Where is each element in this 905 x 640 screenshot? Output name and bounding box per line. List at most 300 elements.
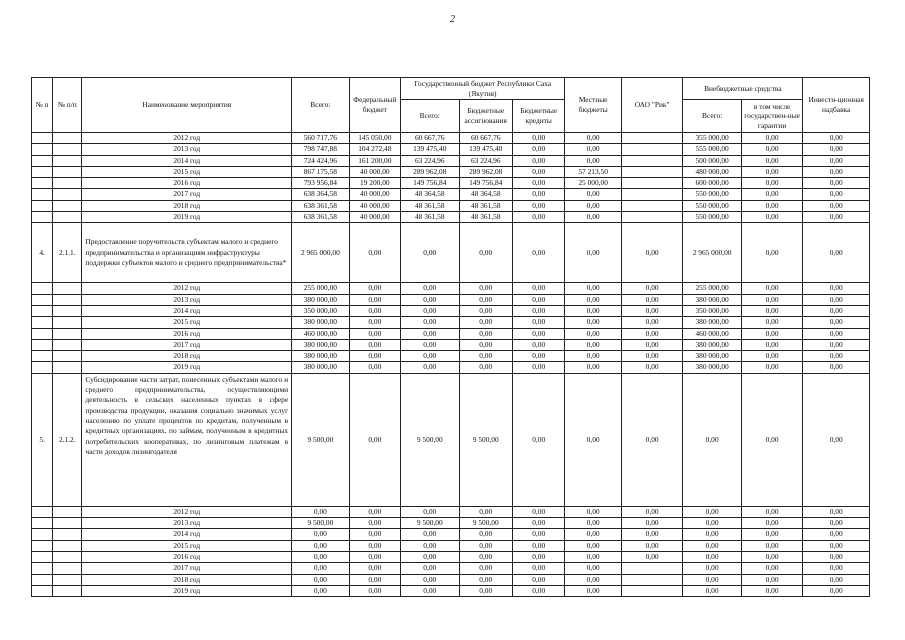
empty-cell	[32, 585, 53, 596]
value-cell: 0,00	[401, 362, 459, 373]
value-cell: 380 000,00	[292, 294, 349, 305]
empty-cell	[53, 551, 82, 562]
value-cell: 0,00	[683, 540, 741, 551]
value-cell: 0,00	[565, 362, 621, 373]
page-number: 2	[450, 14, 455, 25]
table-row	[32, 506, 870, 517]
empty-cell	[53, 317, 82, 328]
table-row	[32, 351, 870, 362]
measure-name: Субсидирование части затрат, понесенных субъектами малого и среднего предпринимательства, осуществляющими деятельность в сельских населенных пунктах в сфере производства продукции, оказания социально значимых услуг населению по уплате процентов по кредитам, полученным в кредитных организациях, по займам, полученным в кредитных потребительских кооперативах, по лизинговым платежам в части доходов лизингодателя	[82, 373, 292, 506]
value-cell: 60 667,76	[401, 133, 459, 144]
value-cell: 0,00	[683, 551, 741, 562]
empty-cell	[53, 362, 82, 373]
total-cell: 0,00	[459, 223, 512, 283]
measure-row	[32, 373, 870, 506]
value-cell: 638 364,58	[292, 189, 349, 200]
total-cell: 0,00	[565, 373, 621, 506]
total-cell: 0,00	[512, 373, 564, 506]
value-cell: 0,00	[512, 283, 564, 294]
value-cell: 0,00	[565, 133, 621, 144]
empty-cell	[32, 362, 53, 373]
year-label: 2018 год	[82, 351, 292, 362]
value-cell	[621, 200, 683, 211]
value-cell: 0,00	[741, 551, 803, 562]
measure-number: 2.1.1.	[53, 223, 82, 283]
value-cell: 0,00	[741, 563, 803, 574]
value-cell: 550 000,00	[683, 200, 741, 211]
value-cell: 638 361,58	[292, 212, 349, 223]
value-cell: 0,00	[803, 518, 870, 529]
value-cell: 0,00	[292, 551, 349, 562]
header-invest: Инвести-ционная надбавка	[803, 78, 870, 133]
year-label: 2019 год	[82, 585, 292, 596]
empty-cell	[32, 166, 53, 177]
value-cell: 0,00	[512, 339, 564, 350]
total-cell: 9 500,00	[459, 373, 512, 506]
total-cell: 0,00	[803, 223, 870, 283]
value-cell: 0,00	[512, 574, 564, 585]
empty-cell	[32, 351, 53, 362]
empty-cell	[32, 317, 53, 328]
year-label: 2013 год	[82, 294, 292, 305]
value-cell: 0,00	[621, 540, 683, 551]
year-label: 2019 год	[82, 362, 292, 373]
value-cell: 0,00	[621, 328, 683, 339]
value-cell: 0,00	[565, 200, 621, 211]
funding-table	[31, 77, 870, 597]
value-cell: 0,00	[401, 328, 459, 339]
value-cell: 0,00	[349, 305, 400, 316]
value-cell: 19 200,00	[349, 178, 400, 189]
value-cell: 0,00	[621, 294, 683, 305]
table-row	[32, 189, 870, 200]
value-cell: 255 000,00	[683, 283, 741, 294]
value-cell: 0,00	[683, 529, 741, 540]
value-cell: 0,00	[401, 339, 459, 350]
header-extra-incl: в том числе государствен-ные гарантии	[741, 100, 803, 133]
value-cell: 460 000,00	[292, 328, 349, 339]
value-cell: 149 756,84	[459, 178, 512, 189]
value-cell: 0,00	[401, 551, 459, 562]
value-cell: 0,00	[803, 144, 870, 155]
value-cell: 380 000,00	[292, 351, 349, 362]
value-cell: 0,00	[349, 585, 400, 596]
value-cell: 0,00	[565, 529, 621, 540]
total-cell: 0,00	[565, 223, 621, 283]
value-cell: 0,00	[741, 362, 803, 373]
value-cell: 0,00	[292, 529, 349, 540]
value-cell: 289 962,08	[401, 166, 459, 177]
value-cell: 0,00	[565, 155, 621, 166]
table-row	[32, 540, 870, 551]
year-label: 2018 год	[82, 200, 292, 211]
total-cell: 0,00	[741, 223, 803, 283]
value-cell: 793 956,84	[292, 178, 349, 189]
empty-cell	[53, 189, 82, 200]
value-cell: 0,00	[292, 506, 349, 517]
empty-cell	[53, 178, 82, 189]
empty-cell	[32, 133, 53, 144]
measure-number: 2.1.2.	[53, 373, 82, 506]
value-cell: 0,00	[741, 283, 803, 294]
value-cell: 48 361,58	[401, 200, 459, 211]
total-cell: 0,00	[512, 223, 564, 283]
value-cell: 255 000,00	[292, 283, 349, 294]
empty-cell	[53, 294, 82, 305]
empty-cell	[32, 328, 53, 339]
value-cell: 0,00	[803, 166, 870, 177]
value-cell: 0,00	[349, 362, 400, 373]
value-cell: 0,00	[741, 518, 803, 529]
value-cell: 0,00	[459, 563, 512, 574]
value-cell: 0,00	[349, 351, 400, 362]
value-cell: 0,00	[401, 506, 459, 517]
header-total: Всего:	[292, 78, 349, 133]
value-cell: 600 000,00	[683, 178, 741, 189]
total-cell: 9 500,00	[401, 373, 459, 506]
value-cell: 0,00	[741, 144, 803, 155]
empty-cell	[32, 574, 53, 585]
header-federal: Федеральный бюджет	[349, 78, 400, 133]
value-cell: 0,00	[565, 283, 621, 294]
value-cell: 0,00	[741, 506, 803, 517]
value-cell: 0,00	[741, 166, 803, 177]
value-cell: 0,00	[512, 317, 564, 328]
value-cell: 48 361,58	[401, 212, 459, 223]
value-cell: 0,00	[565, 317, 621, 328]
value-cell: 0,00	[803, 305, 870, 316]
value-cell	[621, 585, 683, 596]
header-np: № п	[32, 78, 53, 133]
value-cell: 0,00	[292, 574, 349, 585]
value-cell: 380 000,00	[683, 294, 741, 305]
value-cell: 0,00	[803, 133, 870, 144]
value-cell: 0,00	[459, 540, 512, 551]
value-cell: 0,00	[512, 155, 564, 166]
empty-cell	[53, 574, 82, 585]
value-cell: 0,00	[401, 585, 459, 596]
value-cell: 0,00	[565, 294, 621, 305]
empty-cell	[32, 339, 53, 350]
value-cell: 0,00	[401, 574, 459, 585]
value-cell: 9 500,00	[292, 518, 349, 529]
value-cell: 139 475,40	[459, 144, 512, 155]
value-cell: 0,00	[349, 518, 400, 529]
empty-cell	[53, 351, 82, 362]
value-cell: 25 000,00	[565, 178, 621, 189]
value-cell: 0,00	[803, 339, 870, 350]
value-cell: 0,00	[565, 328, 621, 339]
value-cell: 63 224,96	[401, 155, 459, 166]
value-cell: 0,00	[803, 328, 870, 339]
value-cell	[621, 166, 683, 177]
year-label: 2016 год	[82, 328, 292, 339]
value-cell: 380 000,00	[683, 317, 741, 328]
empty-cell	[32, 506, 53, 517]
year-label: 2012 год	[82, 133, 292, 144]
empty-cell	[53, 585, 82, 596]
year-label: 2013 год	[82, 518, 292, 529]
value-cell: 0,00	[741, 294, 803, 305]
empty-cell	[53, 328, 82, 339]
value-cell: 48 361,58	[459, 212, 512, 223]
value-cell: 0,00	[459, 294, 512, 305]
value-cell: 0,00	[512, 540, 564, 551]
value-cell: 0,00	[512, 551, 564, 562]
value-cell: 0,00	[565, 563, 621, 574]
value-cell: 0,00	[349, 540, 400, 551]
value-cell: 380 000,00	[683, 362, 741, 373]
value-cell: 48 361,58	[459, 200, 512, 211]
value-cell: 0,00	[459, 529, 512, 540]
header-name: Наименование мероприятия	[82, 78, 292, 133]
total-cell: 0,00	[349, 373, 400, 506]
total-cell: 0,00	[621, 223, 683, 283]
year-label: 2014 год	[82, 305, 292, 316]
year-label: 2016 год	[82, 178, 292, 189]
value-cell: 161 200,00	[349, 155, 400, 166]
table-row	[32, 585, 870, 596]
empty-cell	[53, 540, 82, 551]
value-cell: 0,00	[741, 585, 803, 596]
value-cell: 63 224,96	[459, 155, 512, 166]
empty-cell	[32, 551, 53, 562]
value-cell: 0,00	[459, 574, 512, 585]
value-cell: 0,00	[512, 506, 564, 517]
value-cell: 0,00	[459, 317, 512, 328]
value-cell	[621, 212, 683, 223]
value-cell: 0,00	[621, 317, 683, 328]
value-cell: 0,00	[349, 339, 400, 350]
value-cell: 0,00	[459, 351, 512, 362]
empty-cell	[53, 155, 82, 166]
value-cell: 0,00	[512, 189, 564, 200]
year-label: 2015 год	[82, 540, 292, 551]
value-cell: 0,00	[401, 305, 459, 316]
measure-row	[32, 223, 870, 283]
value-cell: 0,00	[512, 294, 564, 305]
value-cell: 0,00	[803, 563, 870, 574]
header-local: Местные бюджеты	[565, 78, 621, 133]
value-cell: 0,00	[803, 283, 870, 294]
value-cell: 0,00	[512, 305, 564, 316]
total-cell: 9 500,00	[292, 373, 349, 506]
value-cell: 0,00	[349, 506, 400, 517]
table-row	[32, 563, 870, 574]
empty-cell	[53, 305, 82, 316]
value-cell: 40 000,00	[349, 212, 400, 223]
value-cell: 0,00	[683, 518, 741, 529]
value-cell: 0,00	[683, 585, 741, 596]
value-cell: 0,00	[349, 328, 400, 339]
value-cell: 0,00	[683, 574, 741, 585]
value-cell: 0,00	[621, 305, 683, 316]
value-cell	[621, 563, 683, 574]
value-cell: 139 475,40	[401, 144, 459, 155]
value-cell: 0,00	[621, 529, 683, 540]
empty-cell	[32, 305, 53, 316]
value-cell: 40 000,00	[349, 189, 400, 200]
value-cell: 0,00	[565, 351, 621, 362]
value-cell: 0,00	[565, 585, 621, 596]
value-cell: 0,00	[565, 574, 621, 585]
value-cell: 0,00	[803, 585, 870, 596]
value-cell: 0,00	[565, 189, 621, 200]
value-cell: 0,00	[349, 551, 400, 562]
empty-cell	[32, 200, 53, 211]
header-oao: ОАО "Рик"	[621, 78, 683, 133]
value-cell: 0,00	[565, 305, 621, 316]
value-cell: 0,00	[803, 351, 870, 362]
total-cell: 0,00	[621, 373, 683, 506]
empty-cell	[53, 144, 82, 155]
table-row	[32, 518, 870, 529]
value-cell: 0,00	[621, 362, 683, 373]
value-cell: 0,00	[512, 518, 564, 529]
value-cell: 0,00	[741, 189, 803, 200]
value-cell: 0,00	[803, 178, 870, 189]
value-cell: 57 213,50	[565, 166, 621, 177]
value-cell: 0,00	[401, 563, 459, 574]
value-cell: 0,00	[459, 551, 512, 562]
value-cell: 0,00	[621, 518, 683, 529]
value-cell: 0,00	[401, 529, 459, 540]
value-cell: 0,00	[803, 294, 870, 305]
empty-cell	[32, 283, 53, 294]
value-cell: 0,00	[292, 585, 349, 596]
value-cell: 9 500,00	[459, 518, 512, 529]
value-cell	[621, 155, 683, 166]
table-row	[32, 200, 870, 211]
table-row	[32, 294, 870, 305]
value-cell: 0,00	[459, 328, 512, 339]
value-cell: 0,00	[349, 529, 400, 540]
table-row	[32, 339, 870, 350]
year-label: 2012 год	[82, 506, 292, 517]
value-cell: 0,00	[741, 529, 803, 540]
value-cell: 0,00	[292, 563, 349, 574]
value-cell: 0,00	[741, 155, 803, 166]
header-extra-total: Всего:	[683, 100, 741, 133]
empty-cell	[32, 212, 53, 223]
value-cell: 9 500,00	[401, 518, 459, 529]
value-cell: 555 000,00	[683, 144, 741, 155]
empty-cell	[53, 339, 82, 350]
total-cell: 2 965 000,00	[683, 223, 741, 283]
value-cell: 0,00	[512, 362, 564, 373]
value-cell: 0,00	[401, 294, 459, 305]
value-cell: 0,00	[512, 563, 564, 574]
empty-cell	[53, 133, 82, 144]
value-cell: 0,00	[459, 362, 512, 373]
year-label: 2018 год	[82, 574, 292, 585]
year-label: 2015 год	[82, 317, 292, 328]
year-label: 2014 год	[82, 155, 292, 166]
measure-np: 4.	[32, 223, 53, 283]
value-cell: 149 756,84	[401, 178, 459, 189]
value-cell: 0,00	[741, 574, 803, 585]
value-cell: 0,00	[803, 212, 870, 223]
value-cell: 0,00	[512, 178, 564, 189]
value-cell: 0,00	[803, 551, 870, 562]
table-row	[32, 178, 870, 189]
value-cell: 40 000,00	[349, 200, 400, 211]
empty-cell	[53, 200, 82, 211]
value-cell: 0,00	[512, 166, 564, 177]
header-state-alloc: Бюджетные ассигнования	[459, 100, 512, 133]
value-cell: 40 000,00	[349, 166, 400, 177]
header-num: № п/п	[53, 78, 82, 133]
value-cell: 0,00	[565, 551, 621, 562]
header-state-credit: Бюджетные кредиты	[512, 100, 564, 133]
value-cell: 0,00	[565, 212, 621, 223]
value-cell: 350 000,00	[683, 305, 741, 316]
value-cell: 350 000,00	[292, 305, 349, 316]
value-cell	[621, 189, 683, 200]
value-cell: 0,00	[741, 178, 803, 189]
value-cell: 0,00	[621, 506, 683, 517]
empty-cell	[32, 518, 53, 529]
value-cell: 0,00	[401, 317, 459, 328]
value-cell: 0,00	[512, 212, 564, 223]
empty-cell	[53, 166, 82, 177]
value-cell: 0,00	[803, 155, 870, 166]
value-cell: 0,00	[565, 540, 621, 551]
year-label: 2012 год	[82, 283, 292, 294]
value-cell: 0,00	[512, 585, 564, 596]
table-row	[32, 305, 870, 316]
table-row	[32, 283, 870, 294]
empty-cell	[53, 563, 82, 574]
value-cell: 145 050,00	[349, 133, 400, 144]
value-cell: 380 000,00	[683, 351, 741, 362]
empty-cell	[32, 178, 53, 189]
year-label: 2017 год	[82, 339, 292, 350]
year-label: 2016 год	[82, 551, 292, 562]
total-cell: 0,00	[401, 223, 459, 283]
value-cell: 0,00	[803, 506, 870, 517]
value-cell: 380 000,00	[292, 362, 349, 373]
value-cell: 550 000,00	[683, 212, 741, 223]
value-cell: 0,00	[292, 540, 349, 551]
value-cell: 0,00	[741, 305, 803, 316]
empty-cell	[32, 144, 53, 155]
table-row	[32, 166, 870, 177]
empty-cell	[53, 283, 82, 294]
value-cell: 0,00	[803, 362, 870, 373]
value-cell	[621, 144, 683, 155]
year-label: 2017 год	[82, 189, 292, 200]
value-cell: 0,00	[512, 328, 564, 339]
table-row	[32, 155, 870, 166]
empty-cell	[32, 189, 53, 200]
year-label: 2015 год	[82, 166, 292, 177]
value-cell: 0,00	[803, 317, 870, 328]
table-row	[32, 328, 870, 339]
value-cell: 638 361,58	[292, 200, 349, 211]
value-cell: 550 000,00	[683, 189, 741, 200]
value-cell: 0,00	[741, 133, 803, 144]
measure-name: Предоставление поручительств субъектам малого и среднего предпринимательства и организациям инфраструктуры поддержки субъектов малого и среднего предпринимательства*	[82, 223, 292, 283]
total-cell: 0,00	[803, 373, 870, 506]
value-cell: 0,00	[683, 563, 741, 574]
empty-cell	[32, 529, 53, 540]
empty-cell	[53, 506, 82, 517]
value-cell: 460 000,00	[683, 328, 741, 339]
value-cell: 0,00	[741, 351, 803, 362]
value-cell: 0,00	[349, 574, 400, 585]
value-cell: 0,00	[741, 317, 803, 328]
